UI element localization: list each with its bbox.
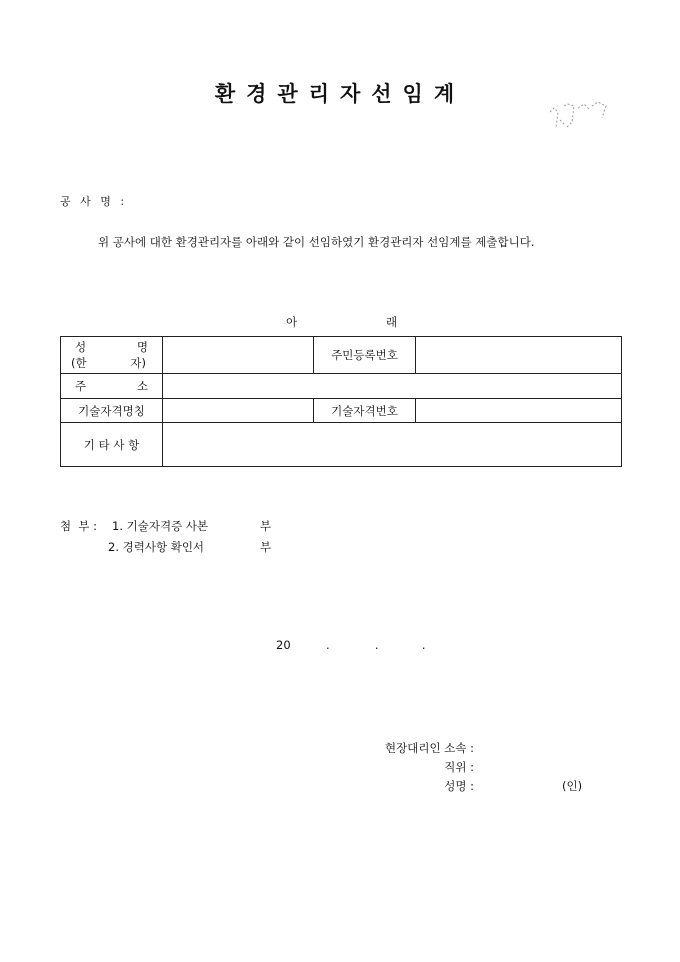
qualification-no-label: 기술자격번호 [314,399,416,423]
address-label-cell [61,374,163,399]
list-item [60,537,271,558]
table-row [61,423,622,467]
attachment-unit-2: 부 [260,540,272,554]
seal-mark: (인) [562,779,583,793]
name-label-right: 명 [136,340,148,354]
date-sep-3: . [421,638,426,652]
table-row [61,374,622,399]
signature-block [370,739,582,796]
table-row [61,337,622,374]
address-value-cell[interactable] [163,374,622,399]
attachments-prefix: 첨 부 : [60,519,98,533]
name-label-cell [61,337,163,374]
date-line [276,638,426,652]
table-row [61,399,622,423]
below-heading-left: 아 [286,315,298,329]
signer-name-label: 성명 : [444,779,474,793]
address-label-left: 주 [75,379,87,393]
qualification-no-value-cell[interactable] [416,399,622,423]
name-label-left: 성 [75,340,87,354]
qualification-name-label: 기술자격명칭 [61,399,163,423]
date-sep-1: . [325,638,330,652]
hanja-label-left: (한 [71,356,87,370]
position-label: 직위 : [444,760,474,774]
qualification-name-value-cell[interactable] [163,399,314,423]
attachment-item-2: 2. 경력사항 확인서 [108,540,205,554]
date-sep-2: . [374,638,379,652]
name-value-cell[interactable] [163,337,314,374]
others-label: 기 타 사 항 [61,423,163,467]
below-heading-right: 래 [386,315,398,329]
date-year-prefix: 20 [276,638,291,652]
project-name-label: 공 사 명 : [60,195,128,208]
hanja-label-right: 자) [130,356,146,370]
attachments-section [60,516,271,558]
appointee-form-table [60,336,622,467]
intro-sentence: 위 공사에 대한 환경관리자를 아래와 같이 선임하였기 환경관리자 선임계를 제출합니다. [98,235,535,249]
resident-no-label: 주민등록번호 [314,337,416,374]
document-title: 환경관리자선임계 [214,81,466,106]
address-label-right: 소 [136,379,148,393]
resident-no-value-cell[interactable] [416,337,622,374]
attachment-item-1: 1. 기술자격증 사본 [112,519,209,533]
faded-stamp-icon [546,98,612,134]
affiliation-label: 현장대리인 소속 : [385,741,474,755]
attachment-unit-1: 부 [260,519,272,533]
others-value-cell[interactable] [163,423,622,467]
list-item [60,516,271,537]
